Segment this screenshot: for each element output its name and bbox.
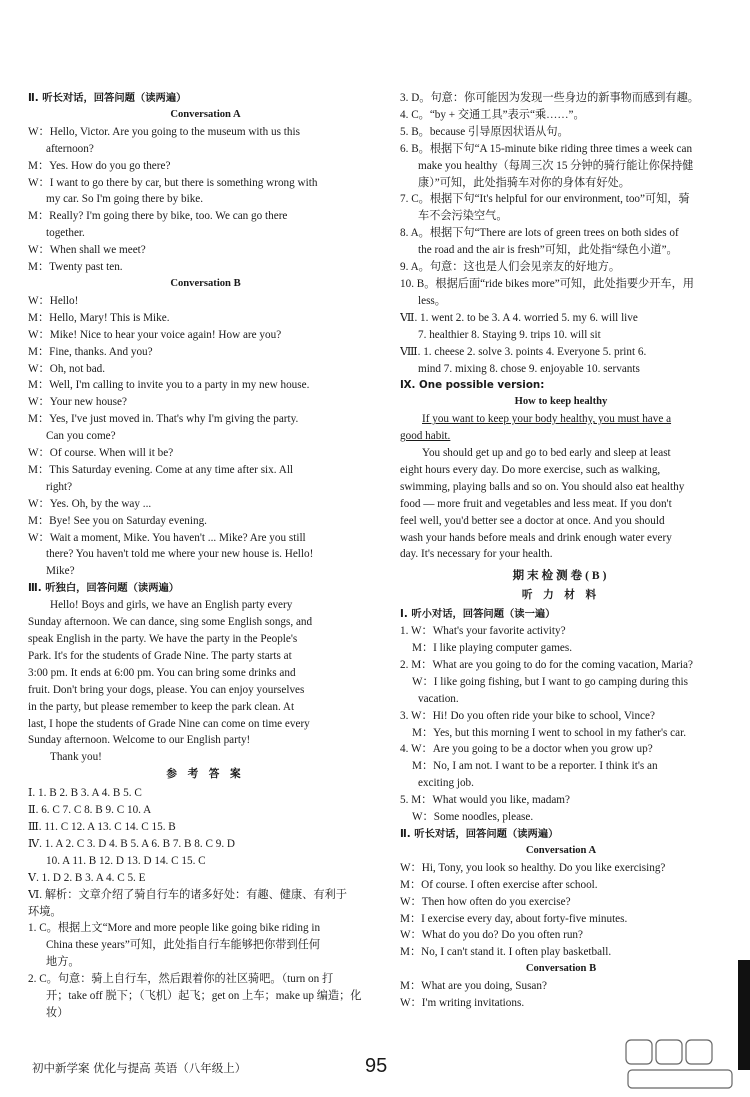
- right-text-line: M：No, I can't stand it. I often play basketball.: [400, 946, 612, 959]
- left-text-line: 10. A 11. B 12. D 13. D 14. C 15. C: [46, 854, 206, 867]
- left-text-line: 1. C。根据上文“More and more people like going bike riding in: [28, 922, 321, 935]
- left-text-line: Park. It's for the students of Grade Nine. The party starts at: [28, 649, 292, 662]
- left-text-line: Ⅰ. 1. B 2. B 3. A 4. B 5. C: [28, 787, 142, 800]
- right-text-line: eight hours every day. Do more exercise, such as walking,: [400, 463, 661, 476]
- watermark-logo-icon: [622, 1036, 742, 1092]
- left-text-line: in the party, but please remember to keep the park clean. At: [28, 700, 295, 713]
- right-text-line: 3. W：Hi! Do you often ride your bike to school, Vince?: [400, 709, 655, 722]
- left-text-line: W：When shall we meet?: [28, 244, 146, 257]
- left-text-line: Can you come?: [46, 430, 116, 443]
- right-text-line: less。: [418, 294, 446, 307]
- right-column: [400, 90, 722, 1012]
- left-text-line: Ⅴ. 1. D 2. B 3. A 4. C 5. E: [28, 871, 146, 884]
- right-text-line: Ⅰ. 听小对话，回答问题（读一遍）: [400, 608, 556, 621]
- left-text-line: Ⅳ. 1. A 2. C 3. D 4. B 5. A 6. B 7. B 8. C 9. D: [28, 837, 235, 850]
- left-text-line: M：Well, I'm calling to invite you to a party in my new house.: [28, 379, 310, 392]
- left-text-line: Conversation B: [170, 277, 241, 289]
- right-text-line: W：I'm writing invitations.: [400, 997, 525, 1010]
- right-text-line: Ⅷ. 1. cheese 2. solve 3. points 4. Everyone 5. print 6.: [400, 345, 647, 358]
- left-text-line: Hello! Boys and girls, we have an English party every: [50, 599, 293, 612]
- right-text-line: 1. W：What's your favorite activity?: [400, 625, 566, 638]
- right-text-line: Ⅸ. One possible version:: [400, 379, 545, 392]
- left-text-line: there? You haven't told me where your new house is. Hello!: [46, 548, 314, 561]
- left-text-line: Ⅲ. 听独白，回答问题（读两遍）: [28, 582, 180, 595]
- left-text-line: 妆）: [46, 1006, 69, 1019]
- left-text-line: M：Twenty past ten.: [28, 261, 123, 274]
- right-text-line: 6. B。根据下句“A 15-minute bike riding three times a week can: [400, 142, 693, 155]
- right-text-line: W：Hi, Tony, you look so healthy. Do you like exercising?: [400, 861, 666, 874]
- left-text-line: Ⅱ. 6. C 7. C 8. B 9. C 10. A: [28, 804, 152, 817]
- left-text-line: Conversation A: [170, 108, 241, 120]
- left-text-line: W：Hello, Victor. Are you going to the museum with us this: [28, 125, 300, 138]
- left-text-line: Sunday afternoon. We can dance, sing some English songs, and: [28, 616, 313, 629]
- right-text-line: 康）”可知，此处指骑车对你的身体有好处。: [418, 176, 630, 189]
- right-text-line: 5. B。because 引导原因状语从句。: [400, 125, 569, 138]
- right-text-line: 8. A。根据下句“There are lots of green trees on both sides of: [400, 227, 679, 240]
- left-text-line: 参 考 答 案: [166, 769, 245, 781]
- right-text-line: 期末检测卷(B): [512, 570, 610, 583]
- left-text-line: W：Mike! Nice to hear your voice again! How are you?: [28, 328, 282, 341]
- left-column: [28, 90, 383, 1022]
- right-text-line: exciting job.: [418, 777, 474, 790]
- left-text-line: W：Oh, not bad.: [28, 362, 106, 375]
- right-text-line: W：Some noodles, please.: [412, 811, 534, 824]
- right-text-line: W：I like going fishing, but I want to go camping during this: [412, 675, 688, 688]
- left-text-line: China these years”可知，此处指自行车能够把你带到任何: [46, 939, 321, 952]
- left-text-line: W：Hello!: [28, 294, 79, 307]
- right-text-line: make you healthy（每周三次 15 分钟的骑行能让你保持健: [418, 159, 694, 172]
- right-text-line: food — more fruit and vegetables and less meat. If you don't: [400, 497, 672, 510]
- left-text-line: together.: [46, 227, 85, 240]
- left-text-line: M：Bye! See you on Saturday evening.: [28, 514, 207, 527]
- right-text-line: 4. W：Are you going to be a doctor when you grow up?: [400, 743, 653, 756]
- right-text-line: 7. C。根据下句“It's helpful for our environment, too”可知，骑: [400, 193, 690, 206]
- right-text-line: Ⅱ. 听长对话，回答问题（读两遍）: [400, 827, 559, 840]
- footer-book-title: 初中新学案 优化与提高 英语（八年级上）: [32, 1061, 247, 1075]
- right-text-line: 2. M：What are you going to do for the coming vacation, Maria?: [400, 658, 693, 671]
- right-text-line: M：No, I am not. I want to be a reporter. I think it's an: [412, 760, 658, 773]
- left-text-line: 2. C。句意：骑上自行车，然后跟着你的社区骑吧。（turn on 打: [28, 973, 334, 986]
- right-text-line: Conversation B: [525, 963, 597, 975]
- right-text-line: 9. A。句意：这也是人们会见亲友的好地方。: [400, 261, 621, 274]
- left-text-line: Thank you!: [50, 751, 102, 764]
- right-text-line: good habit.: [400, 430, 451, 443]
- right-text-line: M：I exercise every day, about forty-five minutes.: [400, 912, 628, 925]
- right-text-line: W：Then how often do you exercise?: [400, 895, 571, 908]
- right-text-line: swimming, playing balls and so on. You should also eat healthy: [400, 480, 685, 493]
- left-text-line: Ⅵ. 解析：文章介绍了骑自行车的诸多好处：有趣、健康、有利于: [28, 888, 347, 901]
- left-text-line: Ⅲ. 11. C 12. A 13. C 14. C 15. B: [28, 820, 176, 833]
- left-text-line: last, I hope the students of Grade Nine can come on time every: [28, 717, 310, 730]
- right-text-line: M：Of course. I often exercise after school.: [400, 878, 598, 891]
- right-text-line: feel well, you'd better see a doctor at once. And you should: [400, 514, 665, 527]
- left-text-line: W：Yes. Oh, by the way ...: [28, 497, 152, 510]
- left-text-line: fruit. Don't bring your dogs, please. You can enjoy yourselves: [28, 683, 305, 696]
- right-text-line: If you want to keep your body healthy, you must have a: [422, 413, 672, 426]
- left-text-line: right?: [46, 480, 73, 493]
- right-text-line: Ⅶ. 1. went 2. to be 3. A 4. worried 5. my 6. will live: [400, 311, 638, 324]
- right-text-line: 听 力 材 料: [521, 590, 601, 602]
- left-text-line: Ⅱ. 听长对话，回答问题（读两遍）: [28, 92, 187, 104]
- left-text-line: speak English in the party. We have the party in the People's: [28, 633, 298, 645]
- left-text-line: afternoon?: [46, 142, 94, 155]
- right-text-line: vacation.: [418, 692, 459, 705]
- left-text-line: my car. So I'm going there by bike.: [46, 193, 204, 206]
- left-text-line: M：Fine, thanks. And you?: [28, 345, 153, 358]
- left-text-line: M：Yes, I've just moved in. That's why I'm giving the party.: [28, 413, 299, 426]
- right-text-line: mind 7. mixing 8. chose 9. enjoyable 10. servants: [418, 362, 640, 375]
- left-text-line: 地方。: [46, 956, 80, 969]
- left-text-line: M：Hello, Mary! This is Mike.: [28, 311, 170, 324]
- left-text-line: W：Of course. When will it be?: [28, 447, 174, 460]
- left-text-line: W：Your new house?: [28, 396, 127, 409]
- left-text-line: Mike?: [46, 565, 75, 578]
- right-text-line: the road and the air is fresh”可知，此处指“绿色小道”。: [418, 244, 678, 257]
- right-text-line: 3. D。句意：你可能因为发现一些身边的新事物而感到有趣。: [400, 92, 699, 104]
- right-text-line: You should get up and go to bed early and sleep at least: [422, 447, 671, 460]
- right-text-line: W：What do you do? Do you often run?: [400, 929, 583, 942]
- left-text-line: 环境。: [28, 905, 62, 918]
- left-text-line: 3:00 pm. It ends at 6:00 pm. You can bring some drinks and: [28, 666, 296, 679]
- right-text-line: 4. C。“by + 交通工具”表示“乘……”。: [400, 108, 585, 121]
- right-text-line: day. It's necessary for your health.: [400, 548, 553, 561]
- left-text-line: M：Really? I'm going there by bike, too. We can go there: [28, 210, 288, 223]
- page-number: 95: [365, 1055, 388, 1077]
- right-text-line: 5. M：What would you like, madam?: [400, 794, 570, 807]
- left-text-line: M：Yes. How do you go there?: [28, 159, 171, 172]
- left-text-line: Sunday afternoon. Welcome to our English party!: [28, 734, 251, 747]
- left-text-line: 开；take off 脱下；（飞机）起飞；get on 上车；make up 编造；化: [46, 990, 362, 1003]
- left-text-line: W：I want to go there by car, but there is something wrong with: [28, 176, 318, 189]
- right-text-line: M：I like playing computer games.: [412, 642, 573, 654]
- right-text-line: 7. healthier 8. Staying 9. trips 10. will sit: [418, 328, 601, 341]
- right-text-line: wash your hands before meals and drink enough water every: [400, 531, 672, 544]
- right-text-line: 10. B。根据后面“ride bikes more”可知，此处指要少开车，用: [400, 277, 694, 290]
- left-text-line: M：This Saturday evening. Come at any time after six. All: [28, 463, 294, 476]
- right-text-line: How to keep healthy: [514, 396, 608, 408]
- left-text-line: W：Wait a moment, Mike. You haven't ... Mike? Are you still: [28, 531, 306, 544]
- right-text-line: M：Yes, but this morning I went to school in my father's car.: [412, 726, 687, 739]
- right-text-line: Conversation A: [525, 844, 597, 856]
- right-text-line: M：What are you doing, Susan?: [400, 980, 547, 993]
- right-text-line: 车不会污染空气。: [418, 210, 508, 223]
